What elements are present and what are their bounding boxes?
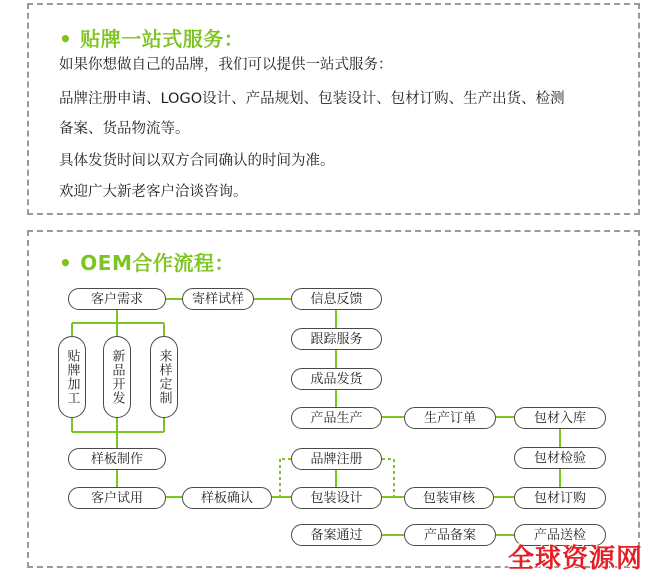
flow-node-product-ship: 成品发货 bbox=[291, 368, 382, 390]
flow-node-customer-trial: 客户试用 bbox=[68, 487, 166, 509]
watermark: 全球资源网 bbox=[508, 544, 644, 574]
service-line-2: 品牌注册申请、LOGO设计、产品规划、包装设计、包材订购、生产出货、检测 bbox=[59, 91, 565, 107]
flow-node-material-in: 包材入库 bbox=[514, 407, 606, 429]
flow-node-brand-register: 品牌注册 bbox=[291, 448, 382, 470]
flow-node-production: 产品生产 bbox=[291, 407, 382, 429]
service-title: • 贴牌一站式服务： bbox=[59, 27, 245, 51]
flow-node-sample-send: 寄样试样 bbox=[182, 288, 254, 310]
flow-node-production-order: 生产订单 bbox=[404, 407, 496, 429]
service-line-1: 如果你想做自己的品牌，我们可以提供一站式服务： bbox=[59, 57, 393, 73]
flow-node-product-filing: 产品备案 bbox=[404, 524, 496, 546]
flow-node-package-review: 包装审核 bbox=[404, 487, 494, 509]
flow-node-follow-service: 跟踪服务 bbox=[291, 328, 382, 350]
flow-node-material-order: 包材订购 bbox=[514, 487, 606, 509]
oem-title: • OEM合作流程： bbox=[59, 251, 235, 275]
flow-node-sample-make: 样板制作 bbox=[68, 448, 166, 470]
service-line-5: 欢迎广大新老客户洽谈咨询。 bbox=[59, 184, 248, 200]
flow-node-package-design: 包装设计 bbox=[291, 487, 382, 509]
flow-pill-new-product: 新品开发 bbox=[103, 336, 131, 418]
service-line-3: 备案、货品物流等。 bbox=[59, 121, 190, 137]
service-line-4: 具体发货时间以双方合同确认的时间为准。 bbox=[59, 153, 335, 169]
flow-node-material-check: 包材检验 bbox=[514, 447, 606, 469]
flow-node-sample-confirm: 样板确认 bbox=[182, 487, 272, 509]
flow-node-info-feedback: 信息反馈 bbox=[291, 288, 382, 310]
flow-node-filing-pass: 备案通过 bbox=[291, 524, 382, 546]
flow-pill-custom-sample: 来样定制 bbox=[150, 336, 178, 418]
flow-node-product-submit: 产品送检 bbox=[514, 524, 606, 546]
flow-pill-oem: 贴牌加工 bbox=[58, 336, 86, 418]
flow-node-customer-demand: 客户需求 bbox=[68, 288, 166, 310]
